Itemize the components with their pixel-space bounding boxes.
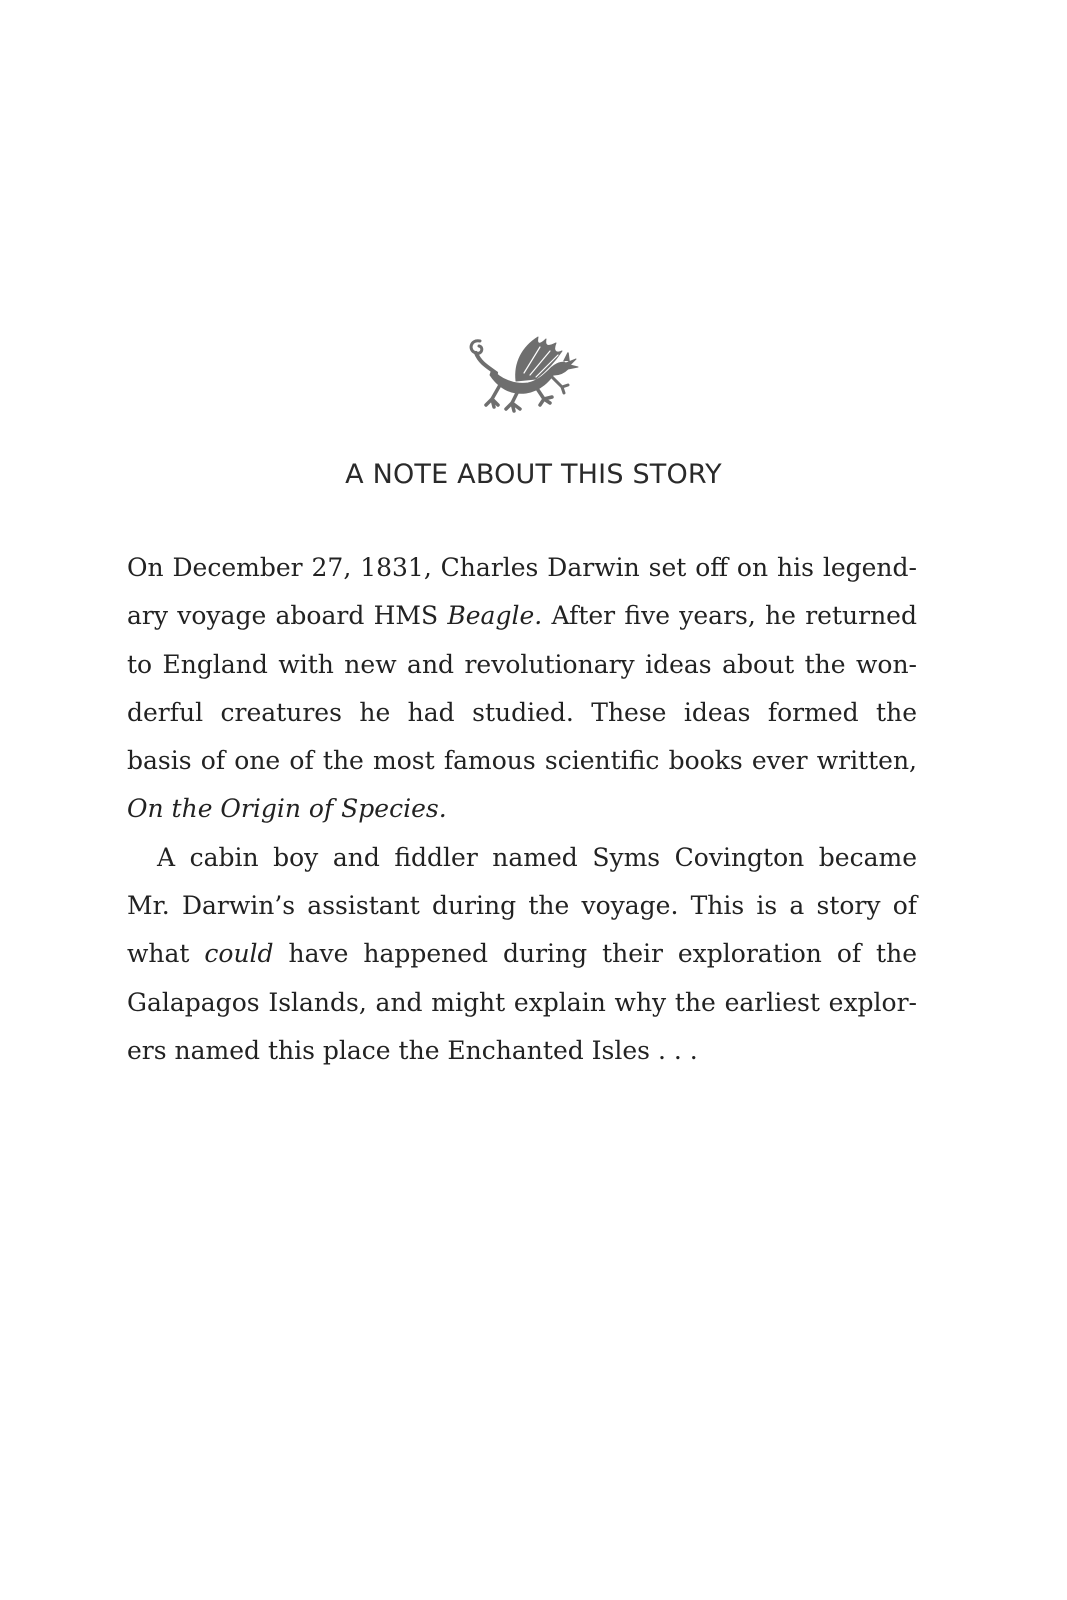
book-title: On the Origin of Species. bbox=[127, 794, 447, 824]
paragraph-2-line-5: ers named this place the Enchanted Isles . . . bbox=[127, 1035, 698, 1065]
paragraph-1-line-2: ary voyage aboard HMS Beagle. After five years, he returned bbox=[127, 601, 917, 631]
paragraph-1-line-4: derful creatures he had studied. These ideas formed the bbox=[127, 697, 917, 727]
paragraph-1-line-3: to England with new and revolutionary ideas about the won- bbox=[127, 649, 917, 679]
emphasis-word: could bbox=[204, 939, 274, 969]
paragraph-2-line-2: Mr. Darwin’s assistant during the voyage. This is a story of bbox=[127, 891, 917, 921]
paragraph-1-line-1: On December 27, 1831, Charles Darwin set off on his legend- bbox=[127, 553, 917, 582]
paragraph-2-line-4: Galapagos Islands, and might explain why the earliest explor- bbox=[127, 987, 917, 1017]
paragraph-1-line-6 bbox=[127, 785, 917, 833]
paragraph-2-line-1: A cabin boy and fiddler named Syms Covington became bbox=[157, 842, 917, 872]
dragon-icon bbox=[466, 333, 582, 413]
paragraph-2-line-3: what could have happened during their exploration of the bbox=[127, 939, 917, 969]
paragraph-1-line-5: basis of one of the most famous scientific books ever written, bbox=[127, 746, 917, 776]
ship-name: Beagle. bbox=[447, 601, 543, 631]
section-heading: A NOTE ABOUT THIS STORY bbox=[345, 459, 722, 490]
story-note-text bbox=[127, 544, 917, 1075]
